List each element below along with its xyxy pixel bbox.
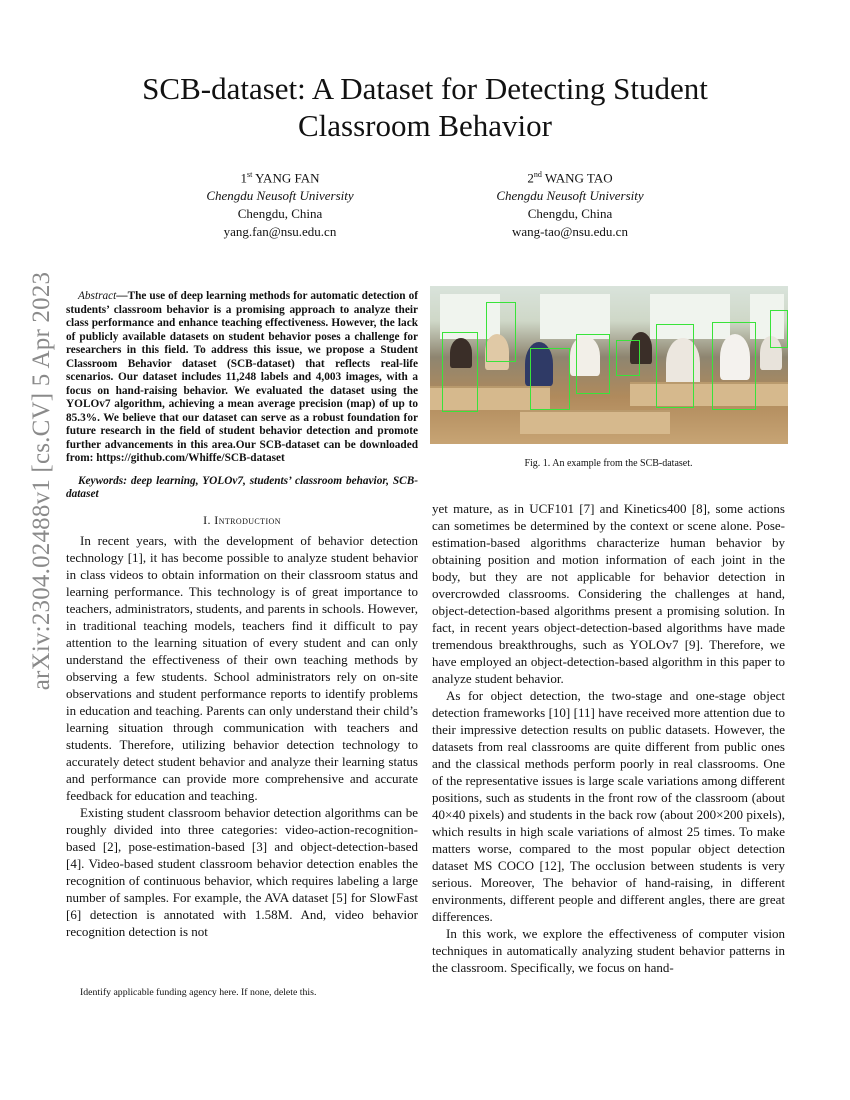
paper-title: SCB-dataset: A Dataset for Detecting Student Classroom Behavior [142, 71, 708, 143]
body-paragraph-continued: yet mature, as in UCF101 [7] and Kinetics400 [8], some actions can sometimes be determined by the context or scene alone. Pose-estimation-based algorithms characterize human behavior by obtaining position and motion information of each joint in the body, but they are not applicable for behavior detection in overcrowded classrooms. Considering the challenges at hand, object-detection-based algorithms present a promising solution. In fact, in recent years object-detection-based algorithms have made tremendous breakthroughs, such as YOLOv7 [9]. Therefore, we have employed an object-detection-based algorithm in this paper to analyze student behavior. [432, 501, 785, 686]
arxiv-sidebar [24, 271, 60, 691]
arxiv-identifier: arXiv:2304.02488v1 [cs.CV] 5 Apr 2023 [28, 271, 55, 691]
author-name-line: 1st YANG FAN [240, 170, 320, 186]
author-city: Chengdu, China [527, 206, 613, 222]
abstract-label: Abstract [78, 290, 117, 302]
figure-classroom-image [430, 286, 788, 444]
author-name: YANG FAN [255, 170, 320, 186]
body-paragraph-2: As for object detection, the two-stage and one-stage object detection frameworks [10] [11] have received more attention due to their impressive detection results on public datasets. However, the datasets from real classrooms are quite different from public ones and the classical methods perform poorly in real classrooms. One of the representative issues is large scale variations among different positions, such as students in the front row of the classroom (about 40×40 pixels) and students in the back row (about 200×200 pixels), which results in high scale variations of almost 25 times. To make matters worse, compared to the most popular object detection dataset MS COCO [12], The occlusion between students is very serious. Moreover, The behavior of hand-raising, in different environments, different people and different angles, there are great differences. [432, 688, 785, 924]
footnote: Identify applicable funding agency here. If none, delete this. [80, 987, 317, 998]
author-name-line: 2nd WANG TAO [527, 170, 613, 186]
section-heading-introduction: I. Introduction [203, 512, 281, 527]
keywords: Keywords: deep learning, YOLOv7, students’ classroom behavior, SCB-dataset [66, 474, 418, 500]
author-block-2 [440, 166, 700, 241]
figure-caption: Fig. 1. An example from the SCB-dataset. [524, 458, 693, 469]
author-block-1 [150, 166, 410, 241]
author-name: WANG TAO [544, 170, 613, 186]
author-email: yang.fan@nsu.edu.cn [223, 224, 337, 240]
author-city: Chengdu, China [237, 206, 323, 222]
author-affiliation: Chengdu Neusoft University [496, 188, 644, 204]
author-email: wang-tao@nsu.edu.cn [512, 224, 628, 240]
intro-paragraph-2: Existing student classroom behavior detection algorithms can be roughly divided into three categories: video-action-recognition-based [2], pose-estimation-based [3] and object-detection-based [4]. Video-based student classroom behavior detection enables the recognition of continuous behavior, which requires labeling a large number of samples. For example, the AVA dataset [5] for SlowFast [6] detection is annotated with 1.58M. And, video behavior recognition detection is not [66, 804, 418, 939]
abstract [66, 290, 418, 466]
right-column [432, 500, 785, 976]
abstract-text: —The use of deep learning methods for automatic detection of students’ classroom behavior is a promising approach to analyze their class performance and enhance teaching effectiveness. However, the lack of publicly available datasets on student behavior poses a challenge for researchers in this field. To address this issue, we propose a Student Classroom Behavior dataset (SCB-dataset) that reflects real-life scenarios. Our dataset includes 11,248 labels and 4,003 images, with a focus on hand-raising behavior. We evaluated the dataset using the YOLOv7 algorithm, achieving a mean average precision (map) of up to 85.3%. We believe that our dataset can serve as a robust foundation for future research in the field of student behavior detection and promote further advancements in this area.Our SCB-dataset can be downloaded from: https://github.com/Whiffe/SCB-dataset [66, 290, 418, 464]
left-column [66, 290, 418, 940]
body-paragraph-3: In this work, we explore the effectiveness of computer vision techniques in automatically analyzing student behavior patterns in the classroom. Specifically, we focus on hand- [432, 926, 785, 975]
author-affiliation: Chengdu Neusoft University [206, 188, 354, 204]
intro-paragraph-1: In recent years, with the development of behavior detection technology [1], it has become possible to analyze student behavior in class videos to obtain information on their classroom status and learning performance. This technology is of great importance to teachers, administrators, students, and parents in schools. However, in traditional teaching models, teachers find it difficult to pay attention to the learning situation of every student and can only understand the effectiveness of their own teaching methods by observing a few students. School administrators rely on on-site observations and student performance reports to identify problems in education and teaching. Parents can only understand their child’s learning situation through communication with teachers and students. Therefore, utilizing behavior detection technology to accurately detect student behavior and analyze their learning status and performance can provide more comprehensive and accurate feedback for education and teaching. [66, 532, 418, 803]
